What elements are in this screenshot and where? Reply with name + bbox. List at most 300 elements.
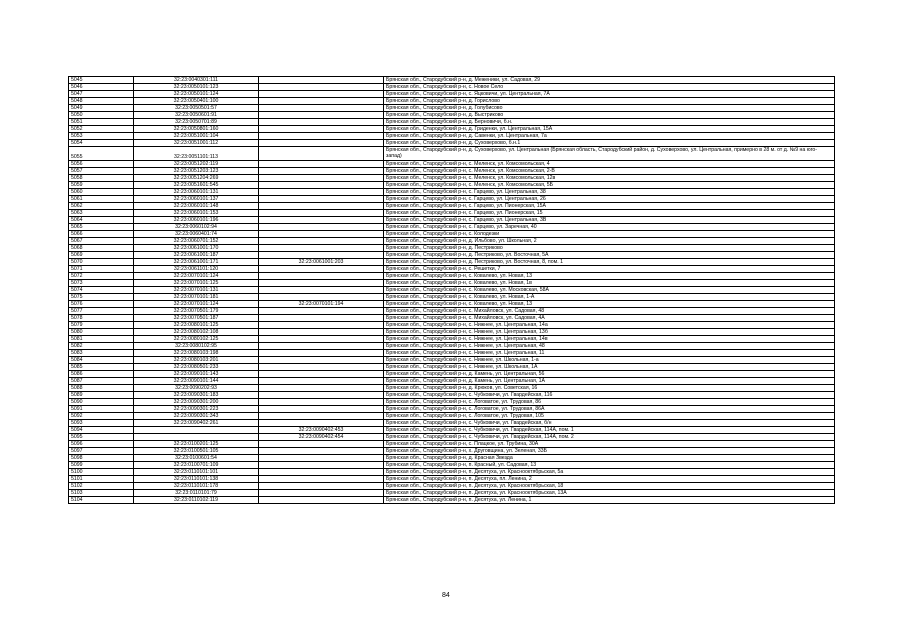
parent-cadastral-number-cell — [259, 175, 384, 182]
table-row — [69, 420, 835, 427]
table-row — [69, 469, 835, 476]
parent-cadastral-number-cell — [259, 385, 384, 392]
table-row — [69, 112, 835, 119]
row-number-cell: 5049 — [69, 105, 134, 112]
parent-cadastral-number-cell — [259, 406, 384, 413]
address-cell: Брянская обл., Стародубский р-н, с. Чубковичи, ул. Гвардейская, б/н — [384, 420, 835, 427]
parent-cadastral-number-cell — [259, 196, 384, 203]
address-cell: Брянская обл., Стародубский р-н, д. Суховерхово, ул. Центральная (Брянская область, Стародубский район, д. Суховерхово, ул. Центральная, примерно в 28 м. от д. №9 на юго-запад) — [384, 147, 835, 161]
parent-cadastral-number-cell — [259, 497, 384, 504]
row-number-cell: 5069 — [69, 252, 134, 259]
address-cell: Брянская обл., Стародубский р-н, с. Гарцево, ул. Центральная, 3В — [384, 217, 835, 224]
cadastral-number-cell: 32:23:0050601:91 — [134, 112, 259, 119]
cadastral-number-cell: 32:23:0060102:94 — [134, 224, 259, 231]
address-cell: Брянская обл., Стародубский р-н, д. Берновичи, б.н. — [384, 119, 835, 126]
parent-cadastral-number-cell — [259, 84, 384, 91]
parent-cadastral-number-cell: 32:23:0070101:194 — [259, 301, 384, 308]
table-row — [69, 84, 835, 91]
cadastral-number-cell: 32:23:0070501:187 — [134, 315, 259, 322]
parent-cadastral-number-cell — [259, 91, 384, 98]
parent-cadastral-number-cell: 32:23:0061001:203 — [259, 259, 384, 266]
table-row — [69, 168, 835, 175]
address-cell: Брянская обл., Стародубский р-н, п. Десятуха, пл. Ленина, 2 — [384, 476, 835, 483]
cadastral-number-cell: 32:23:0110101:101 — [134, 469, 259, 476]
parent-cadastral-number-cell — [259, 455, 384, 462]
parent-cadastral-number-cell — [259, 399, 384, 406]
row-number-cell: 5051 — [69, 119, 134, 126]
row-number-cell: 5094 — [69, 427, 134, 434]
table-row — [69, 490, 835, 497]
parent-cadastral-number-cell — [259, 476, 384, 483]
cadastral-number-cell: 32:23:0070501:179 — [134, 308, 259, 315]
cadastral-number-cell: 32:23:0060101:196 — [134, 217, 259, 224]
row-number-cell: 5085 — [69, 364, 134, 371]
cadastral-number-cell: 32:23:0060701:152 — [134, 238, 259, 245]
address-cell: Брянская обл., Стародубский р-н, с. Михайловск, ул. Садовая, 4А — [384, 315, 835, 322]
address-cell: Брянская обл., Стародубский р-н, д. Суховерхово, б.н.1 — [384, 140, 835, 147]
parent-cadastral-number-cell — [259, 210, 384, 217]
row-number-cell: 5071 — [69, 266, 134, 273]
cadastral-number-cell: 32:23:0090301:200 — [134, 399, 259, 406]
parent-cadastral-number-cell — [259, 357, 384, 364]
table-row — [69, 385, 835, 392]
cadastral-number-cell: 32:23:0051601:545 — [134, 182, 259, 189]
table-row — [69, 434, 835, 441]
address-cell: Брянская обл., Стародубский р-н, с. Гарцево, ул. Заречная, 40 — [384, 224, 835, 231]
cadastral-number-cell — [134, 427, 259, 434]
row-number-cell: 5087 — [69, 378, 134, 385]
row-number-cell: 5100 — [69, 469, 134, 476]
row-number-cell: 5068 — [69, 245, 134, 252]
parent-cadastral-number-cell — [259, 364, 384, 371]
cadastral-number-cell: 32:23:0051101:113 — [134, 147, 259, 161]
row-number-cell: 5090 — [69, 399, 134, 406]
address-cell: Брянская обл., Стародубский р-н, д. Горислово — [384, 98, 835, 105]
row-number-cell: 5084 — [69, 357, 134, 364]
address-cell: Брянская обл., Стародубский р-н, с. Нижнее, ул. Школьная, 1А — [384, 364, 835, 371]
parent-cadastral-number-cell — [259, 231, 384, 238]
parent-cadastral-number-cell — [259, 294, 384, 301]
cadastral-number-cell: 32:23:0080102:108 — [134, 329, 259, 336]
row-number-cell: 5061 — [69, 196, 134, 203]
parent-cadastral-number-cell — [259, 147, 384, 161]
table-row — [69, 217, 835, 224]
row-number-cell: 5065 — [69, 224, 134, 231]
cadastral-number-cell: 32:23:0061001:171 — [134, 259, 259, 266]
parent-cadastral-number-cell — [259, 462, 384, 469]
cadastral-number-cell: 32:23:0110101:178 — [134, 483, 259, 490]
cadastral-number-cell: 32:23:0080103:198 — [134, 350, 259, 357]
cadastral-number-cell: 32:23:0060101:131 — [134, 189, 259, 196]
address-cell: Брянская обл., Стародубский р-н, с. Гарцево, ул. Пионерская, 15 — [384, 210, 835, 217]
cadastral-number-cell: 32:23:0070101:181 — [134, 294, 259, 301]
row-number-cell: 5054 — [69, 140, 134, 147]
table-row — [69, 126, 835, 133]
table-row — [69, 77, 835, 84]
cadastral-number-cell: 32:23:0060401:74 — [134, 231, 259, 238]
parent-cadastral-number-cell — [259, 469, 384, 476]
address-cell: Брянская обл., Стародубский р-н, п. Десятуха, ул. Красноoктябрьская, 18 — [384, 483, 835, 490]
table-row — [69, 245, 835, 252]
address-cell: Брянская обл., Стародубский р-н, с. Гарцево, ул. Центральная, 38 — [384, 189, 835, 196]
parent-cadastral-number-cell — [259, 371, 384, 378]
address-cell: Брянская обл., Стародубский р-н, с. Чубковичи, ул. Гвардейская, 114А, пом. 2 — [384, 434, 835, 441]
cadastral-number-cell: 32:23:0060101:148 — [134, 203, 259, 210]
address-cell: Брянская обл., Стародубский р-н, с. Михайловск, ул. Садовая, 48 — [384, 308, 835, 315]
cadastral-number-cell: 32:23:0100501:105 — [134, 448, 259, 455]
row-number-cell: 5057 — [69, 168, 134, 175]
parent-cadastral-number-cell — [259, 245, 384, 252]
cadastral-number-cell: 32:23:0051203:123 — [134, 168, 259, 175]
cadastral-number-cell: 32:23:0070101:124 — [134, 301, 259, 308]
row-number-cell: 5089 — [69, 392, 134, 399]
parent-cadastral-number-cell — [259, 133, 384, 140]
table-row — [69, 441, 835, 448]
row-number-cell: 5056 — [69, 161, 134, 168]
table-row — [69, 133, 835, 140]
cadastral-number-cell: 32:23:0090301:343 — [134, 413, 259, 420]
row-number-cell: 5088 — [69, 385, 134, 392]
cadastral-number-cell: 32:23:0051001:104 — [134, 133, 259, 140]
table-row — [69, 364, 835, 371]
cadastral-number-cell: 32:23:0100601:54 — [134, 455, 259, 462]
cadastral-number-cell: 32:23:0110101:79 — [134, 490, 259, 497]
row-number-cell: 5046 — [69, 84, 134, 91]
row-number-cell: 5073 — [69, 280, 134, 287]
cadastral-number-cell: 32:23:0060101:153 — [134, 210, 259, 217]
table-row — [69, 238, 835, 245]
cadastral-number-cell: 32:23:0090301:223 — [134, 406, 259, 413]
cadastral-number-cell: 32:23:0050701:89 — [134, 119, 259, 126]
row-number-cell: 5064 — [69, 217, 134, 224]
parent-cadastral-number-cell — [259, 189, 384, 196]
address-cell: Брянская обл., Стародубский р-н, д. Пестриково, ул. Восточная, 5А — [384, 252, 835, 259]
table-row — [69, 280, 835, 287]
address-cell: Брянская обл., Стародубский р-н, д. Крюков, ул. Советская, 16 — [384, 385, 835, 392]
row-number-cell: 5096 — [69, 441, 134, 448]
cadastral-number-cell: 32:23:0080102:125 — [134, 336, 259, 343]
cadastral-number-cell: 32:23:0060101:137 — [134, 196, 259, 203]
address-cell: Брянская обл., Стародубский р-н, с. Решетки, 7 — [384, 266, 835, 273]
row-number-cell: 5048 — [69, 98, 134, 105]
table-row — [69, 399, 835, 406]
table-row — [69, 476, 835, 483]
parent-cadastral-number-cell — [259, 350, 384, 357]
address-cell: Брянская обл., Стародубский р-н, д. Ильбово, ул. Школьная, 2 — [384, 238, 835, 245]
parent-cadastral-number-cell — [259, 217, 384, 224]
parent-cadastral-number-cell: 32:23:0090402:454 — [259, 434, 384, 441]
address-cell: Брянская обл., Стародубский р-н, с. Нижнее, ул. Центральная, 13б — [384, 329, 835, 336]
cadastral-number-cell: 32:23:0080102:95 — [134, 343, 259, 350]
row-number-cell: 5101 — [69, 476, 134, 483]
address-cell: Брянская обл., Стародубский р-н, с. Логоватое, ул. Трудовая, 105 — [384, 413, 835, 420]
cadastral-number-cell: 32:23:0100201:125 — [134, 441, 259, 448]
parent-cadastral-number-cell — [259, 315, 384, 322]
row-number-cell: 5092 — [69, 413, 134, 420]
parent-cadastral-number-cell — [259, 280, 384, 287]
parent-cadastral-number-cell — [259, 441, 384, 448]
address-cell: Брянская обл., Стародубский р-н, с. Ковалево, ул. Московская, 58А — [384, 287, 835, 294]
row-number-cell: 5066 — [69, 231, 134, 238]
address-cell: Брянская обл., Стародубский р-н, с. Ковалево, ул. Новая, 1в — [384, 280, 835, 287]
cadastral-number-cell: 32:23:0110101:138 — [134, 476, 259, 483]
address-cell: Брянская обл., Стародубский р-н, д. Голубисово — [384, 105, 835, 112]
address-cell: Брянская обл., Стародубский р-н, с. Нижнее, ул. Центральная, 11 — [384, 350, 835, 357]
row-number-cell: 5091 — [69, 406, 134, 413]
cadastral-number-cell: 32:23:0051001:112 — [134, 140, 259, 147]
address-cell: Брянская обл., Стародубский р-н, п. Красный, ул. Садовая, 13 — [384, 462, 835, 469]
table-row — [69, 161, 835, 168]
table-row — [69, 378, 835, 385]
table-row — [69, 140, 835, 147]
address-cell: Брянская обл., Стародубский р-н, д. Камень, ул. Центральная, 1А — [384, 378, 835, 385]
table-row — [69, 210, 835, 217]
address-cell: Брянская обл., Стародубский р-н, х. Друговщина, ул. Зеленая, 33Б — [384, 448, 835, 455]
table-row — [69, 448, 835, 455]
address-cell: Брянская обл., Стародубский р-н, с. Ковалево, ул. Новая, 13 — [384, 273, 835, 280]
address-cell: Брянская обл., Стародубский р-н, с. Яцковичи, ул. Центральная, 7А — [384, 91, 835, 98]
table-row — [69, 329, 835, 336]
row-number-cell: 5059 — [69, 182, 134, 189]
address-cell: Брянская обл., Стародубский р-н, с. Ковалево, ул. Новая, 13 — [384, 301, 835, 308]
table-row — [69, 427, 835, 434]
address-cell: Брянская обл., Стародубский р-н, с. Нижнее, ул. Центральная, 48 — [384, 343, 835, 350]
property-table — [68, 76, 835, 504]
row-number-cell: 5081 — [69, 336, 134, 343]
parent-cadastral-number-cell — [259, 329, 384, 336]
cadastral-number-cell: 32:23:0051204:269 — [134, 175, 259, 182]
table-row — [69, 105, 835, 112]
parent-cadastral-number-cell — [259, 98, 384, 105]
cadastral-number-cell: 32:23:0061101:120 — [134, 266, 259, 273]
property-table-body — [69, 77, 835, 504]
cadastral-number-cell: 32:23:0080103:201 — [134, 357, 259, 364]
table-row — [69, 231, 835, 238]
table-row — [69, 259, 835, 266]
parent-cadastral-number-cell — [259, 161, 384, 168]
row-number-cell: 5047 — [69, 91, 134, 98]
table-row — [69, 224, 835, 231]
row-number-cell: 5050 — [69, 112, 134, 119]
parent-cadastral-number-cell — [259, 490, 384, 497]
cadastral-number-cell: 32:23:0050501:57 — [134, 105, 259, 112]
row-number-cell: 5082 — [69, 343, 134, 350]
parent-cadastral-number-cell — [259, 413, 384, 420]
row-number-cell: 5075 — [69, 294, 134, 301]
address-cell: Брянская обл., Стародубский р-н, с. Нижнее, ул. Центральная, 14в — [384, 336, 835, 343]
cadastral-number-cell: 32:23:0080101:125 — [134, 322, 259, 329]
address-cell: Брянская обл., Стародубский р-н, с. Нижнее, ул. Центральная, 14а — [384, 322, 835, 329]
table-row — [69, 182, 835, 189]
address-cell: Брянская обл., Стародубский р-н, п. Десятуха, ул. Красноoктябрьская, 5а — [384, 469, 835, 476]
address-cell: Брянская обл., Стародубский р-н, с. Чубковичи, ул. Гвардейская, 114А, пом. 1 — [384, 427, 835, 434]
cadastral-number-cell: 32:23:0051202:119 — [134, 161, 259, 168]
address-cell: Брянская обл., Стародубский р-н, д. Пестриково — [384, 245, 835, 252]
row-number-cell: 5074 — [69, 287, 134, 294]
row-number-cell: 5055 — [69, 147, 134, 161]
address-cell: Брянская обл., Стародубский р-н, с. Меленск, ул. Комсомольская, 12в — [384, 175, 835, 182]
parent-cadastral-number-cell — [259, 203, 384, 210]
table-row — [69, 175, 835, 182]
row-number-cell: 5080 — [69, 329, 134, 336]
cadastral-number-cell: 32:23:0090101:144 — [134, 378, 259, 385]
parent-cadastral-number-cell: 32:23:0090402:453 — [259, 427, 384, 434]
parent-cadastral-number-cell — [259, 392, 384, 399]
address-cell: Брянская обл., Стародубский р-н, п. Десятуха, ул. Ленина, 1 — [384, 497, 835, 504]
parent-cadastral-number-cell — [259, 336, 384, 343]
address-cell: Брянская обл., Стародубский р-н, с. Новое Село — [384, 84, 835, 91]
table-row — [69, 119, 835, 126]
parent-cadastral-number-cell — [259, 168, 384, 175]
row-number-cell: 5095 — [69, 434, 134, 441]
parent-cadastral-number-cell — [259, 238, 384, 245]
page-number: 84 — [442, 592, 450, 599]
address-cell: Брянская обл., Стародубский р-н, д. Красная Звезда — [384, 455, 835, 462]
cadastral-number-cell: 32:23:0080501:233 — [134, 364, 259, 371]
cadastral-number-cell — [134, 434, 259, 441]
address-cell: Брянская обл., Стародубский р-н, с. Ковалево, ул. Новая, 1-А — [384, 294, 835, 301]
row-number-cell: 5077 — [69, 308, 134, 315]
table-row — [69, 147, 835, 161]
address-cell: Брянская обл., Стародубский р-н, с. Плацкое, ул. Трубина, 30А — [384, 441, 835, 448]
row-number-cell: 5099 — [69, 462, 134, 469]
table-row — [69, 483, 835, 490]
parent-cadastral-number-cell — [259, 266, 384, 273]
parent-cadastral-number-cell — [259, 308, 384, 315]
address-cell: Брянская обл., Стародубский р-н, с. Меленск, ул. Комсомольская, 5Б — [384, 182, 835, 189]
address-cell: Брянская обл., Стародубский р-н, д. Меженики, ул. Садовая, 29 — [384, 77, 835, 84]
table-row — [69, 315, 835, 322]
address-cell: Брянская обл., Стародубский р-н, д. Гриденки, ул. Центральная, 15А — [384, 126, 835, 133]
cadastral-number-cell: 32:23:0050101:123 — [134, 84, 259, 91]
table-row — [69, 294, 835, 301]
cadastral-number-cell: 32:23:0100701:109 — [134, 462, 259, 469]
row-number-cell: 5086 — [69, 371, 134, 378]
parent-cadastral-number-cell — [259, 119, 384, 126]
address-cell: Брянская обл., Стародубский р-н, д. Пестриково, ул. Восточная, 8, пом. 1 — [384, 259, 835, 266]
cadastral-number-cell: 32:23:0040301:111 — [134, 77, 259, 84]
parent-cadastral-number-cell — [259, 140, 384, 147]
parent-cadastral-number-cell — [259, 77, 384, 84]
table-row — [69, 322, 835, 329]
table-row — [69, 301, 835, 308]
table-row — [69, 189, 835, 196]
row-number-cell: 5076 — [69, 301, 134, 308]
row-number-cell: 5102 — [69, 483, 134, 490]
parent-cadastral-number-cell — [259, 112, 384, 119]
table-row — [69, 343, 835, 350]
parent-cadastral-number-cell — [259, 420, 384, 427]
table-row — [69, 413, 835, 420]
parent-cadastral-number-cell — [259, 378, 384, 385]
row-number-cell: 5062 — [69, 203, 134, 210]
cadastral-number-cell: 32:23:0090202:93 — [134, 385, 259, 392]
row-number-cell: 5097 — [69, 448, 134, 455]
cadastral-number-cell: 32:23:0070101:124 — [134, 273, 259, 280]
row-number-cell: 5070 — [69, 259, 134, 266]
table-row — [69, 455, 835, 462]
table-row — [69, 98, 835, 105]
address-cell: Брянская обл., Стародубский р-н, д. Выстриково — [384, 112, 835, 119]
cadastral-number-cell: 32:23:0050801:160 — [134, 126, 259, 133]
address-cell: Брянская обл., Стародубский р-н, с. Меленск, ул. Комсомольская, 2-В — [384, 168, 835, 175]
row-number-cell: 5053 — [69, 133, 134, 140]
table-row — [69, 497, 835, 504]
table-row — [69, 350, 835, 357]
table-row — [69, 266, 835, 273]
cadastral-number-cell: 32:23:0061001:187 — [134, 252, 259, 259]
row-number-cell: 5058 — [69, 175, 134, 182]
table-row — [69, 252, 835, 259]
table-row — [69, 406, 835, 413]
address-cell: Брянская обл., Стародубский р-н, с. Нижнее, ул. Школьная, 1-а — [384, 357, 835, 364]
cadastral-number-cell: 32:23:0050401:100 — [134, 98, 259, 105]
row-number-cell: 5072 — [69, 273, 134, 280]
row-number-cell: 5079 — [69, 322, 134, 329]
cadastral-number-cell: 32:23:0090101:143 — [134, 371, 259, 378]
row-number-cell: 5093 — [69, 420, 134, 427]
table-row — [69, 91, 835, 98]
address-cell: Брянская обл., Стародубский р-н, с. Гарцево, ул. Пионерская, 15А — [384, 203, 835, 210]
row-number-cell: 5052 — [69, 126, 134, 133]
cadastral-number-cell: 32:23:0050101:124 — [134, 91, 259, 98]
row-number-cell: 5104 — [69, 497, 134, 504]
address-cell: Брянская обл., Стародубский р-н, с. Чубковичи, ул. Гвардейская, 116 — [384, 392, 835, 399]
cadastral-number-cell: 32:23:0090301:183 — [134, 392, 259, 399]
cadastral-number-cell: 32:23:0090402:261 — [134, 420, 259, 427]
address-cell: Брянская обл., Стародубский р-н, п. Десятуха, ул. Красноoктябрьская, 13А — [384, 490, 835, 497]
row-number-cell: 5083 — [69, 350, 134, 357]
address-cell: Брянская обл., Стародубский р-н, с. Меленск, ул. Комсомольская, 4 — [384, 161, 835, 168]
parent-cadastral-number-cell — [259, 182, 384, 189]
parent-cadastral-number-cell — [259, 126, 384, 133]
parent-cadastral-number-cell — [259, 483, 384, 490]
row-number-cell: 5060 — [69, 189, 134, 196]
address-cell: Брянская обл., Стародубский р-н, с. Колодезки — [384, 231, 835, 238]
address-cell: Брянская обл., Стародубский р-н, с. Логоватое, ул. Трудовая, 86 — [384, 399, 835, 406]
table-row — [69, 203, 835, 210]
table-row — [69, 462, 835, 469]
row-number-cell: 5078 — [69, 315, 134, 322]
cadastral-number-cell: 32:23:0070101:125 — [134, 280, 259, 287]
parent-cadastral-number-cell — [259, 224, 384, 231]
table-row — [69, 308, 835, 315]
row-number-cell: 5067 — [69, 238, 134, 245]
row-number-cell: 5045 — [69, 77, 134, 84]
parent-cadastral-number-cell — [259, 322, 384, 329]
table-row — [69, 357, 835, 364]
row-number-cell: 5098 — [69, 455, 134, 462]
parent-cadastral-number-cell — [259, 252, 384, 259]
row-number-cell: 5063 — [69, 210, 134, 217]
cadastral-number-cell: 32:23:0070101:131 — [134, 287, 259, 294]
parent-cadastral-number-cell — [259, 448, 384, 455]
address-cell: Брянская обл., Стародубский р-н, с. Логоватое, ул. Трудовая, 86А — [384, 406, 835, 413]
parent-cadastral-number-cell — [259, 105, 384, 112]
table-row — [69, 196, 835, 203]
table-row — [69, 287, 835, 294]
address-cell: Брянская обл., Стародубский р-н, д. Савенки, ул. Центральная, 7а — [384, 133, 835, 140]
parent-cadastral-number-cell — [259, 273, 384, 280]
table-row — [69, 336, 835, 343]
row-number-cell: 5103 — [69, 490, 134, 497]
table-row — [69, 392, 835, 399]
parent-cadastral-number-cell — [259, 287, 384, 294]
parent-cadastral-number-cell — [259, 343, 384, 350]
cadastral-number-cell: 32:23:0110102:119 — [134, 497, 259, 504]
address-cell: Брянская обл., Стародубский р-н, д. Камень, ул. Центральная, 56 — [384, 371, 835, 378]
address-cell: Брянская обл., Стародубский р-н, с. Гарцево, ул. Центральная, 26 — [384, 196, 835, 203]
